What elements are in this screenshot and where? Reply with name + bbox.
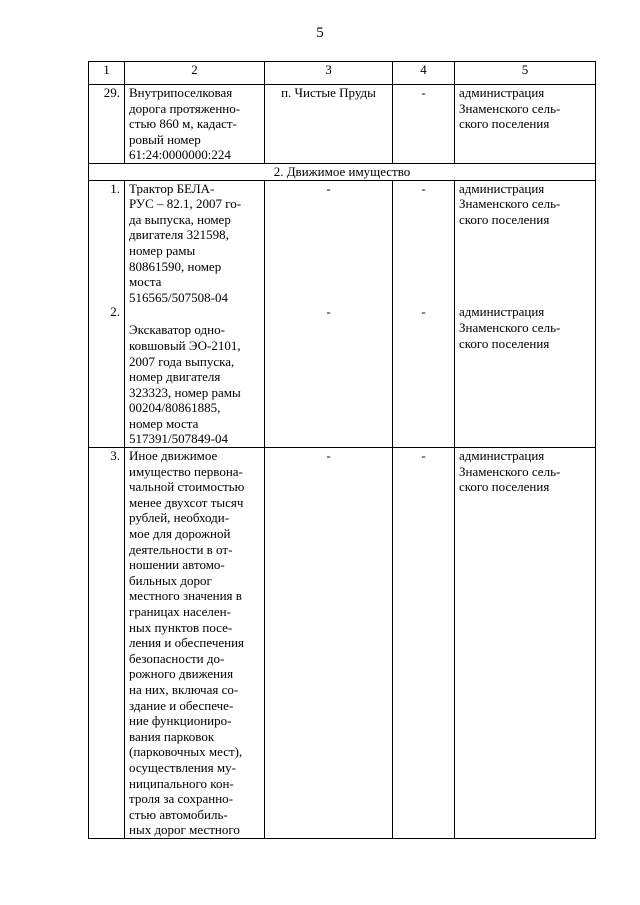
row-number: 2.: [110, 304, 120, 320]
item-holder: администрация Знаменского сель- ского поселения: [455, 448, 596, 839]
item-name: Внутрипоселковая дорога протяженно- стью 860 м, кадаст- ровый номер 61:24:0000000:224: [125, 85, 265, 164]
table-row-29: [89, 85, 596, 164]
header-col-2: 2: [125, 62, 265, 85]
row-number-cell: [89, 180, 125, 448]
header-col-1: 1: [89, 62, 125, 85]
table-header-row: [89, 62, 596, 85]
item-name: Экскаватор одно- ковшовый ЭО-2101, 2007 года выпуска, номер двигателя 323323, номер рамы 00204/80861885, номер моста 517391/507849-04: [129, 322, 241, 447]
item-col4-cell: [393, 180, 455, 448]
row-number: 3.: [89, 448, 125, 839]
item-col4: -: [421, 304, 426, 320]
header-col-5: 5: [455, 62, 596, 85]
item-holder: администрация Знаменского сель- ского поселения: [459, 180, 561, 227]
item-name-cell: [125, 180, 265, 448]
item-location: -: [326, 180, 331, 196]
item-name: Иное движимое имущество первона- чальной стоимостью менее двухсот тысяч рублей, необходи- мое для дорожной деятельности в от- ношении автомо- бильных дорог местного значения в границах населен- ных пунктов посе- ления и обеспечения безопасности до- рожного движения на них, включая со- здание и обеспече- ние функциониро- вания парковок (парковочных мест), осуществления му- ниципального кон- троля за сохранно- стью автомобиль- ных дорог местного: [125, 448, 265, 839]
row-number: 29.: [89, 85, 125, 164]
row-number: 1.: [110, 180, 120, 196]
section-title: 2. Движимое имущество: [89, 163, 596, 180]
item-holder: администрация Знаменского сель- ского поселения: [455, 85, 596, 164]
page-number: 5: [316, 25, 324, 41]
header-col-4: 4: [393, 62, 455, 85]
header-col-3: 3: [265, 62, 393, 85]
table-row-3: [89, 448, 596, 839]
item-location: -: [265, 448, 393, 839]
item-holder-cell: [455, 180, 596, 448]
item-location: п. Чистые Пруды: [265, 85, 393, 164]
item-location-cell: [265, 180, 393, 448]
item-col4: -: [393, 448, 455, 839]
section-row: [89, 163, 596, 180]
item-col4: -: [393, 85, 455, 164]
property-registry-table: [88, 61, 596, 839]
item-col4: -: [421, 180, 426, 196]
table-row-1-2: [89, 180, 596, 448]
item-location: -: [326, 304, 331, 320]
item-name: Трактор БЕЛА- РУС – 82.1, 2007 го- да выпуска, номер двигателя 321598, номер рамы 80861590, номер моста 516565/507508-04: [129, 180, 242, 305]
item-holder: администрация Знаменского сель- ского поселения: [459, 304, 561, 351]
